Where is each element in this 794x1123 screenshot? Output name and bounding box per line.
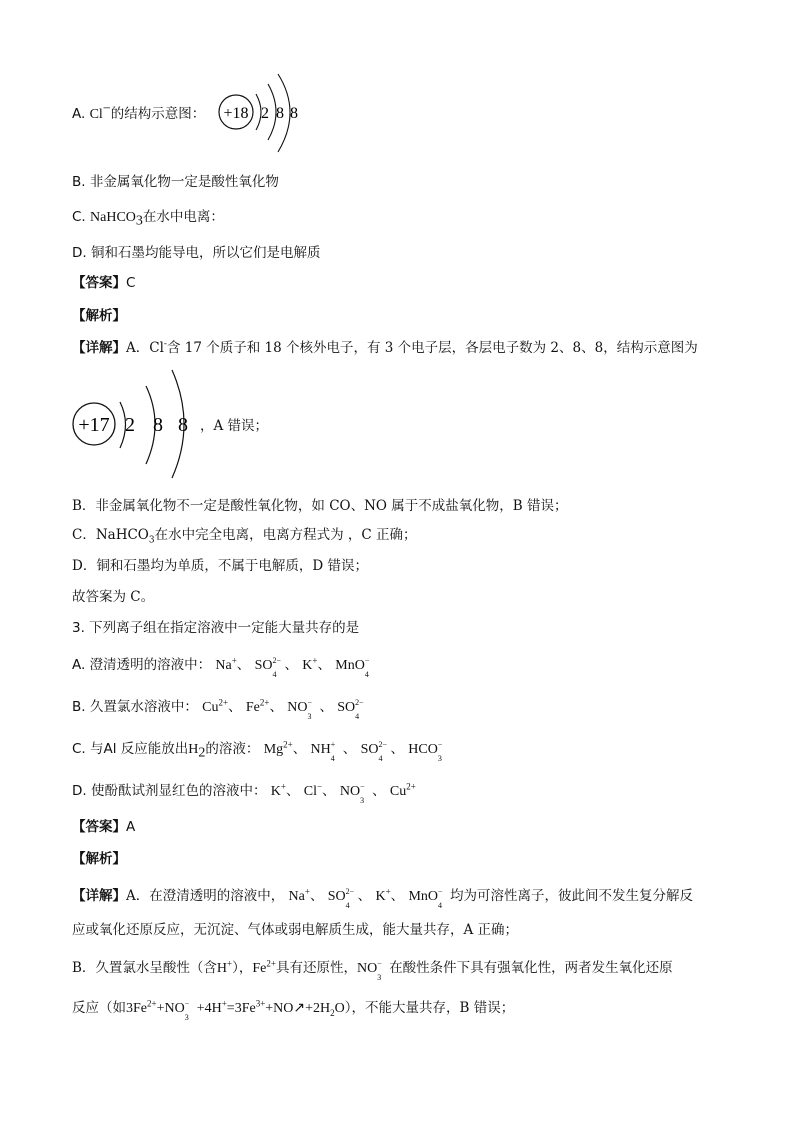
cl-ion-structure-diagram (214, 68, 314, 160)
q3-option-a: A. 澄清透明的溶液中： Na+、 SO 2− 4 、 K+、 MnO − 4 (72, 655, 370, 679)
q3-option-d: D. 使酚酞试剂显红色的溶液中： K+、 Cl−、 NO − 3 、 $Cu^{2+}$ (72, 781, 416, 805)
nucleus-charge: +18 (223, 105, 249, 122)
q3-detail-b-line1: B．久置氯水呈酸性（含H+），$Fe^{2+}$具有还原性，NO − 3 在酸性条件下具有强氧化性，两者发生氧化还原 (72, 958, 673, 982)
q2-detail-a: 【详解】A．Cl-含 17 个质子和 18 个核外电子，有 3 个电子层，各层电子数为 2、8、8，结构示意图为 (72, 339, 698, 356)
redox-equation: $3Fe^{2+}+NO$ − 3 $+4H^+=3Fe^{3+}+NO↗+2H_2O$ (126, 998, 345, 1022)
q3-detail-a-line2: 应或氧化还原反应，无沉淀、气体或弱电解质生成，能大量共存，A 正确； (72, 922, 519, 938)
nucleus-charge: +17 (78, 414, 110, 436)
shell-electrons-1: 2 (261, 105, 269, 122)
q3-analysis-heading: 【解析】 (72, 851, 126, 867)
shell-electrons-1: 2 (125, 414, 135, 436)
shell-electrons-2: 8 (153, 414, 163, 436)
q3-detail-a-line1: 【详解】A．在澄清透明的溶液中， Na+、 SO 2− 4 、 K+、 MnO − 4 均为可溶性离子，彼此间不发生复分解反 (72, 886, 694, 910)
q2-option-c: C. NaHCO$_3$在水中电离： (72, 209, 224, 229)
q3-option-c: C. 与Al 反应能放出$H_2$的溶液： $Mg^{2+}$、 NH + 4 、 SO 2− 4 、 HCO − 3 (72, 739, 443, 763)
q3-option-b: B. 久置氯水溶液中： $Cu^{2+}$、 $Fe^{2+}$、 NO − 3 、 SO 2− 4 (72, 697, 364, 721)
q2-detail-c: C．NaHCO$_3$在水中完全电离，电离方程式为 ，C 正确； (72, 527, 417, 546)
shell-electrons-2: 8 (276, 105, 284, 122)
q2-detail-b: B．非金属氧化物不一定是酸性氧化物，如 CO、NO 属于不成盐氧化物，B 错误； (72, 498, 568, 514)
q2-detail-d: D．铜和石墨均为单质，不属于电解质，D 错误； (72, 558, 368, 574)
q2-analysis-heading: 【解析】 (72, 308, 126, 324)
shell-arc-2 (268, 84, 276, 140)
q2-option-d: D. 铜和石墨均能导电，所以它们是电解质 (72, 245, 321, 261)
q3-answer: 【答案】A (72, 819, 136, 835)
q2-answer: 【答案】C (72, 275, 136, 291)
q2-option-b: B. 非金属氧化物一定是酸性氧化物 (72, 174, 279, 190)
cl-atom-structure-diagram (68, 368, 198, 480)
q2-option-a: A. Cl−的结构示意图： (72, 101, 206, 122)
shell-electrons-3: 8 (290, 105, 298, 122)
q3-detail-b-line2: 反应（如$3Fe^{2+}+NO$ − 3 $+4H^+=3Fe^{3+}+NO↗+2H_2O$），不能大量共存，B 错误； (72, 998, 515, 1022)
q3-stem: 3. 下列离子组在指定溶液中一定能大量共存的是 (72, 620, 360, 636)
q2-conclusion: 故答案为 C。 (72, 589, 155, 605)
shell-electrons-3: 8 (178, 414, 188, 436)
q2-detail-a-tail: ，A 错误； (200, 418, 269, 434)
